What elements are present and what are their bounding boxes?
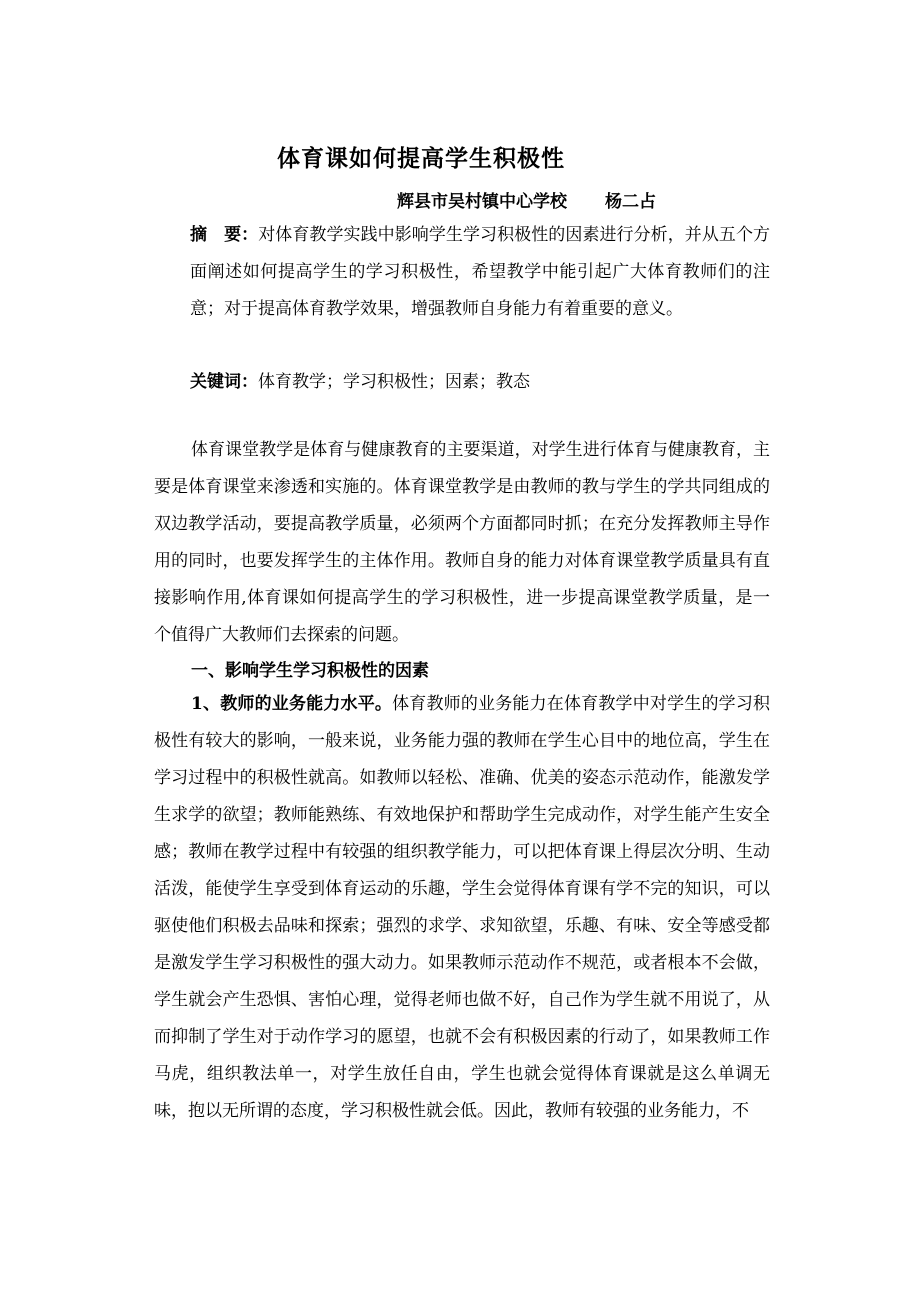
section-item-text: 体育教师的业务能力在体育教学中对学生的学习积极性有较大的影响，一般来说，业务能力强的教师在学生心目中的地位高，学生在学习过程中的积极性就高。如教师以轻松、准确、优美的姿态示范动作，能激发学生求学的欲望；教师能熟练、有效地保护和帮助学生完成动作，对学生能产生安全感；教师在教学过程中有较强的组织教学能力，可以把体育课上得层次分明、生动活泼，能使学生享受到体育运动的乐趣，学生会觉得体育课有学不完的知识，可以驱使他们积极去品味和探索；强烈的求学、求知欲望，乐趣、有味、安全等感受都是激发学生学习积极性的强大动力。如果教师示范动作不规范，或者根本不会做，学生就会产生恐惧、害怕心理，觉得老师也做不好，自己作为学生就不用说了，从而抑制了学生对于动作学习的愿望，也就不会有积极因素的行动了，如果教师工作马虎，组织教法单一，对学生放任自由，学生也就会觉得体育课就是这么单调无味，抱以无所谓的态度，学习积极性就会低。因此，教师有较强的业务能力，不 bbox=[154, 694, 771, 1121]
intro-paragraph: 体育课堂教学是体育与健康教育的主要渠道，对学生进行体育与健康教育，主要是体育课堂来渗透和实施的。体育课堂教学是由教师的教与学生的学共同组成的双边教学活动，要提高教学质量，必须两个方面都同时抓；在充分发挥教师主导作用的同时，也要发挥学生的主体作用。教师自身的能力对体育课堂教学质量具有直接影响作用,体育课如何提高学生的学习积极性，进一步提高课堂教学质量，是一个值得广大教师们去探索的问题。 bbox=[154, 440, 770, 645]
section-heading: 一、影响学生学习积极性的因素 bbox=[191, 661, 429, 681]
byline-author: 杨二占 bbox=[605, 192, 656, 212]
abstract-paragraph bbox=[190, 217, 770, 328]
keywords-text: 体育教学；学习积极性；因素；教态 bbox=[258, 372, 530, 392]
abstract-text: 对体育教学实践中影响学生学习积极性的因素进行分析，并从五个方面阐述如何提高学生的学习积极性，希望教学中能引起广大体育教师们的注意；对于提高体育教学效果，增强教师自身能力有着重要的意义。 bbox=[190, 225, 771, 319]
byline bbox=[397, 187, 656, 212]
byline-school: 辉县市吴村镇中心学校 bbox=[397, 192, 567, 212]
document-title: 体育课如何提高学生积极性 bbox=[277, 146, 565, 172]
keywords-line bbox=[190, 364, 530, 401]
keywords-label: 关键词： bbox=[190, 372, 258, 392]
section-item-label: 1、教师的业务能力水平。 bbox=[191, 694, 393, 714]
abstract-label: 摘 要： bbox=[190, 225, 259, 245]
section-item-paragraph bbox=[154, 686, 770, 1130]
